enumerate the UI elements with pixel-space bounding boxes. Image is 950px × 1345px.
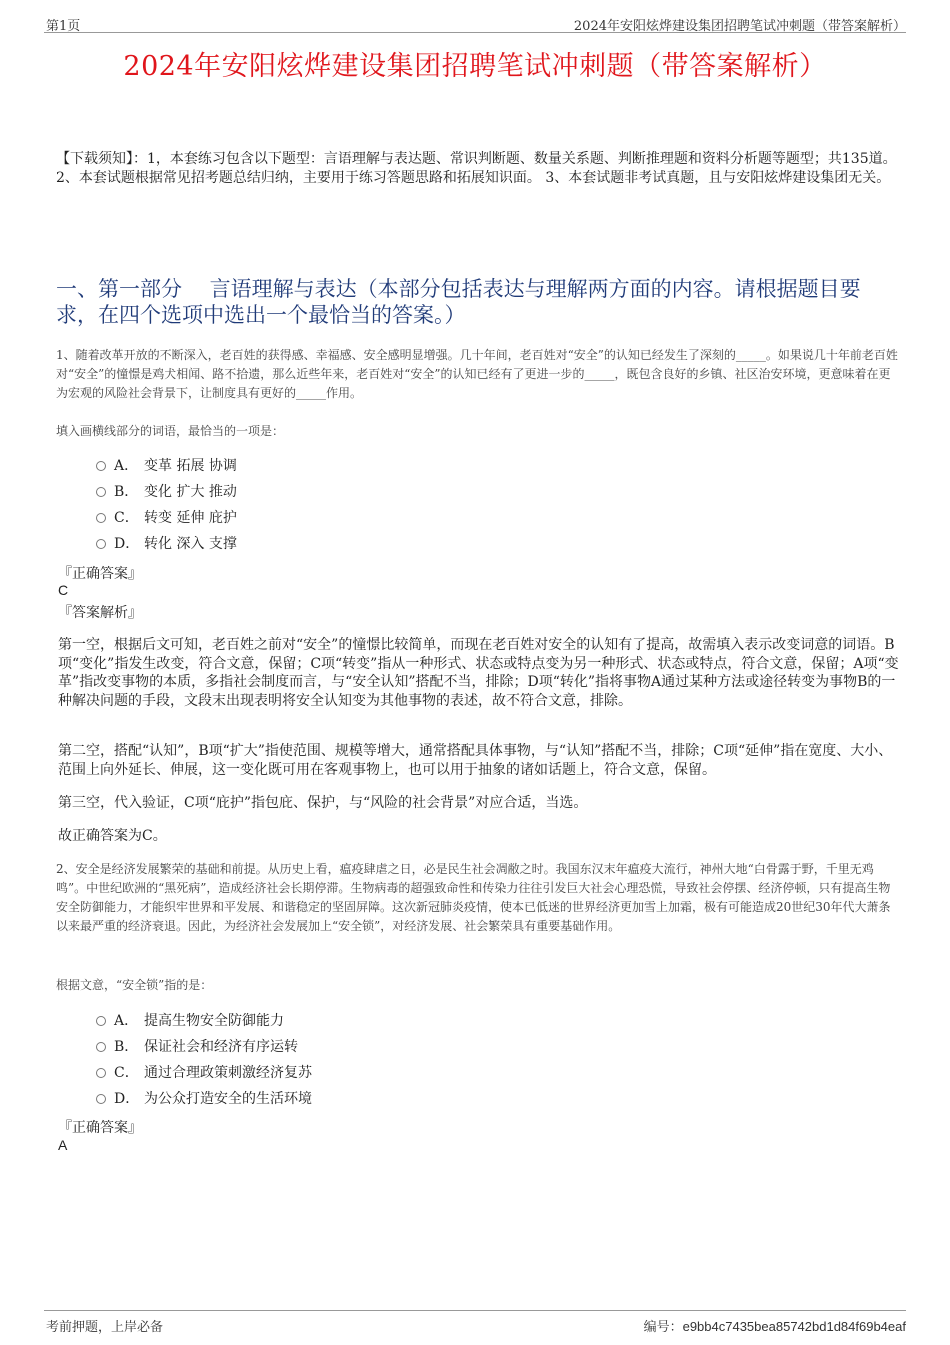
question-2-stem: 根据文意，“安全锁”指的是： [56, 978, 213, 992]
option-b[interactable]: B． 变化 扩大 推动 [96, 479, 237, 505]
question-1-stem: 填入画横线部分的词语，最恰当的一项是： [56, 424, 285, 438]
option-c[interactable]: C． 通过合理政策刺激经济复苏 [96, 1060, 312, 1086]
question-1-text: 1、随着改革开放的不断深入，老百姓的获得感、幸福感、安全感明显增强。几十年间，老百姓对“安全”的认知已经发生了深刻的_____。如果说几十年前老百姓对“安全”的憧憬是鸡犬相闻、路不拾遗，那么近些年来，老百姓对“安全”的认知已经有了更进一步的_____，既包含良好的乡镇、社区治安环境，更意味着在更为宏观的风险社会背景下，让制度具有更好的_____作用。 [56, 348, 898, 400]
section-title: 一、第一部分 言语理解与表达（本部分包括表达与理解两方面的内容。请根据题目要求，在四个选项中选出一个最恰当的答案。） [56, 277, 861, 327]
analysis-paragraph: 第一空，根据后文可知，老百姓之前对“安全”的憧憬比较简单，而现在老百姓对安全的认知有了提高，故需填入表示改变词意的词语。B项“变化”指发生改变，符合文意，保留；C项“转变”指从一种形式、状态或特点变为另一种形式、状态或特点，符合文意，保留；A项“变革”指改变事物的本质，多指社会制度而言，与“安全认知”搭配不当，排除；D项“转化”指将事物A通过某种方法或途径转变为事物B的一种解决问题的手段，文段末出现表明将安全认知变为其他事物的表述，故不符合文意，排除。 [58, 637, 899, 709]
document-title: 2024年安阳炫烨建设集团招聘笔试冲刺题（带答案解析） [123, 51, 827, 82]
radio-icon[interactable] [96, 1016, 106, 1026]
footer-slogan: 考前押题，上岸必备 [46, 1320, 164, 1335]
answer-label: 『正确答案』 [58, 566, 142, 582]
page-number: 第1页 [46, 19, 81, 34]
page-header [44, 14, 906, 33]
analysis-paragraph: 第二空，搭配“认知”，B项“扩大”指使范围、规模等增大，通常搭配具体事物，与“认知”搭配不当，排除；C项“延伸”指在宽度、大小、范围上向外延长、伸展，这一变化既可用在客观事物上，也可以用于抽象的诸如话题上，符合文意，保留。 [58, 743, 893, 778]
analysis-label: 『答案解析』 [58, 605, 142, 621]
radio-icon[interactable] [96, 1042, 106, 1052]
header-doc-title: 2024年安阳炫烨建设集团招聘笔试冲刺题（带答案解析） [573, 19, 906, 34]
question-2-text: 2、安全是经济发展繁荣的基础和前提。从历史上看，瘟疫肆虐之日，必是民生社会凋敝之时。我国东汉末年瘟疫大流行，神州大地“白骨露于野，千里无鸡鸣”。中世纪欧洲的“黑死病”，造成经济社会长期停滞。生物病毒的超强致命性和传染力往往引发巨大社会心理恐慌，导致社会停摆、经济停顿，只有提高生物安全防御能力，才能织牢世界和平发展、和谐稳定的坚固屏障。这次新冠肺炎疫情，使本已低迷的世界经济更加雪上加霜，极有可能造成20世纪30年代大萧条以来最严重的经济衰退。因此，为经济社会发展加上“安全锁”，对经济发展、社会繁荣具有重要基础作用。 [56, 862, 891, 933]
option-a[interactable]: A． 变革 拓展 协调 [96, 453, 237, 479]
question-1-options [96, 453, 237, 557]
analysis-paragraph: 第三空，代入验证，C项“庇护”指包庇、保护，与“风险的社会背景”对应合适，当选。 [58, 795, 588, 811]
radio-icon[interactable] [96, 539, 106, 549]
radio-icon[interactable] [96, 1094, 106, 1104]
option-c[interactable]: C． 转变 延伸 庇护 [96, 505, 237, 531]
footer-doc-id: 编号：e9bb4c7435bea85742bd1d84f69b4eaf [643, 1319, 906, 1334]
download-notice: 【下载须知】：1，本套练习包含以下题型：言语理解与表达题、常识判断题、数量关系题、判断推理题和资料分析题等题型；共135道。 2、本套试题根据常见招考题总结归纳，主要用于练习答题思路和拓展知识面。 3、本套试题非考试真题，且与安阳炫烨建设集团无关。 [56, 151, 897, 186]
option-d[interactable]: D． 为公众打造安全的生活环境 [96, 1086, 312, 1112]
radio-icon[interactable] [96, 513, 106, 523]
radio-icon[interactable] [96, 1068, 106, 1078]
option-a[interactable]: A． 提高生物安全防御能力 [96, 1008, 312, 1034]
page-footer [44, 1310, 906, 1333]
radio-icon[interactable] [96, 461, 106, 471]
answer-value: C [58, 582, 69, 598]
analysis-paragraph: 故正确答案为C。 [58, 828, 167, 844]
answer-value: A [58, 1137, 68, 1153]
option-b[interactable]: B． 保证社会和经济有序运转 [96, 1034, 312, 1060]
question-2-options [96, 1008, 312, 1112]
answer-label: 『正确答案』 [58, 1120, 142, 1136]
radio-icon[interactable] [96, 487, 106, 497]
option-d[interactable]: D． 转化 深入 支撑 [96, 531, 237, 557]
